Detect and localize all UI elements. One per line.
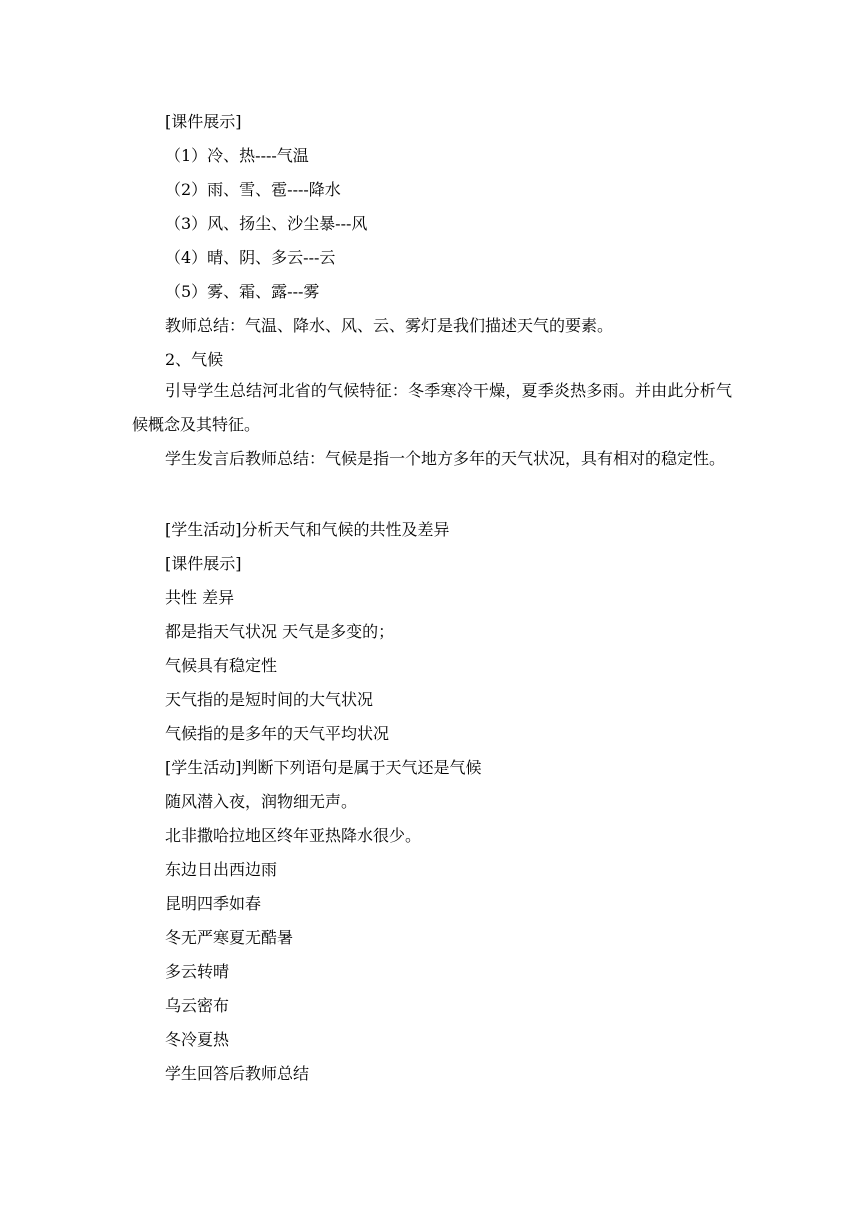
comparison-header: 共性 差异 — [165, 588, 235, 607]
list-item-4: （4）晴、阴、多云---云 — [165, 248, 336, 267]
statement-2: 北非撒哈拉地区终年亚热降水很少。 — [165, 826, 422, 845]
statement-7: 乌云密布 — [165, 996, 230, 1015]
statement-4: 昆明四季如春 — [165, 894, 262, 913]
comparison-row-2: 气候具有稳定性 — [165, 656, 278, 675]
list-item-2: （2）雨、雪、雹----降水 — [165, 180, 341, 199]
student-activity-heading-1: [学生活动]分析天气和气候的共性及差异 — [165, 520, 450, 539]
courseware-heading-1: [课件展示] — [165, 112, 242, 131]
comparison-row-1: 都是指天气状况 天气是多变的； — [165, 622, 395, 641]
statement-1: 随风潜入夜，润物细无声。 — [165, 792, 358, 811]
list-item-1: （1）冷、热----气温 — [165, 146, 309, 165]
student-activity-heading-2: [学生活动]判断下列语句是属于天气还是气候 — [165, 758, 482, 777]
paragraph-climate-summary: 学生发言后教师总结：气候是指一个地方多年的天气状况，具有相对的稳定性。 — [165, 449, 726, 468]
statement-8: 冬冷夏热 — [165, 1030, 230, 1049]
statement-3: 东边日出西边雨 — [165, 860, 278, 879]
section-heading-climate: 2、气候 — [165, 350, 224, 369]
paragraph-climate-guide: 引导学生总结河北省的气候特征：冬季寒冷干燥，夏季炎热多雨。并由此分析气候概念及其特征。 — [132, 381, 732, 434]
statement-6: 多云转晴 — [165, 962, 230, 981]
comparison-row-4: 气候指的是多年的天气平均状况 — [165, 724, 390, 743]
teacher-summary-weather: 教师总结：气温、降水、风、云、雾灯是我们描述天气的要素。 — [165, 316, 614, 335]
closing-line: 学生回答后教师总结 — [165, 1064, 310, 1083]
list-item-3: （3）风、扬尘、沙尘暴---风 — [165, 214, 368, 233]
list-item-5: （5）雾、霜、露---雾 — [165, 282, 320, 301]
courseware-heading-2: [课件展示] — [165, 554, 242, 573]
comparison-row-3: 天气指的是短时间的大气状况 — [165, 690, 374, 709]
statement-5: 冬无严寒夏无酷暑 — [165, 928, 294, 947]
